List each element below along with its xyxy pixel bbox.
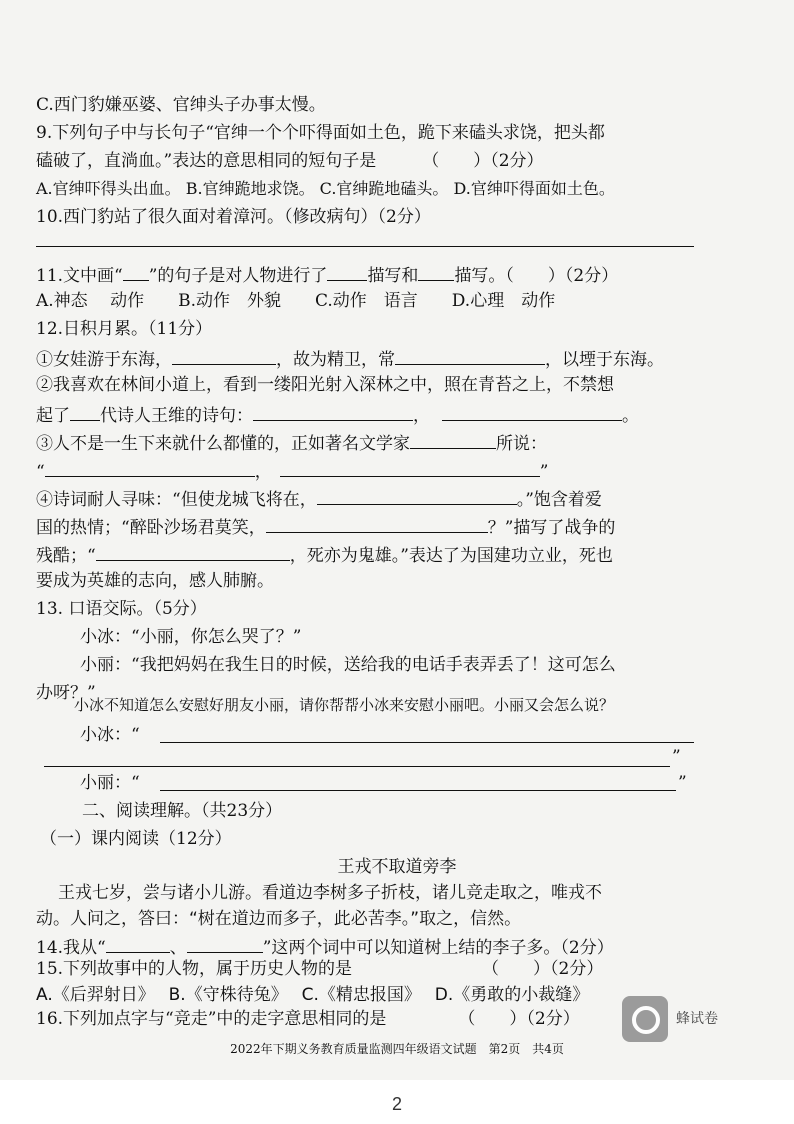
q12-2-comma: ， (413, 406, 430, 426)
question-16 (36, 1008, 580, 1030)
q12-3-blank-1[interactable] (45, 458, 255, 477)
question-12-item-1 (36, 346, 664, 371)
q12-4-blank-1[interactable] (317, 486, 517, 505)
q12-3-part-b: 所说： (496, 434, 547, 454)
question-11-part-3: 描写和 (367, 266, 419, 286)
xiaoli-answer-line[interactable] (160, 790, 676, 791)
question-12-item-2-line-2 (36, 402, 639, 427)
question-13: 13. 口语交际。（5分） (36, 599, 207, 619)
question-11-part-4: 描写。（ ）（2分） (454, 266, 619, 286)
passage-title: 王戎不取道旁李 (337, 857, 457, 877)
q12-1-blank-1[interactable] (172, 346, 276, 365)
xiaobing-close-quote: ” (672, 747, 681, 767)
question-12: 12.日积月累。（11分） (36, 319, 213, 339)
question-16-text: 16.下列加点字与“竞走”中的走字意思相同的是 (36, 1009, 387, 1029)
question-11-part-1: 11.文中画“ (36, 266, 123, 286)
q12-2-part-b: 代诗人王维的诗句： (100, 406, 253, 426)
q12-3-open-quote: “ (36, 462, 45, 482)
q12-3-blank-2[interactable] (280, 458, 540, 477)
watermark-logo-icon (622, 996, 668, 1042)
question-14-blank-2[interactable] (187, 934, 263, 953)
section-2-heading: 二、阅读理解。（共23分） (82, 801, 283, 821)
page-footer: 2022年下期义务教育质量监测四年级语文试题 第2页 共4页 (230, 1042, 564, 1056)
passage-line-2: 动。人问之，答曰：“树在道边而多子，此必苦李。”取之，信然。 (36, 909, 522, 929)
question-12-item-4-line-4: 要成为英雄的志向，感人肺腑。 (36, 571, 274, 591)
question-11 (36, 262, 618, 287)
q12-3-close-quote: ” (539, 462, 549, 482)
q12-4-part-b: 。”饱含着爱 (516, 490, 602, 510)
question-14-sep: 、 (169, 938, 187, 958)
question-14 (36, 934, 614, 959)
underline-sample (123, 262, 149, 281)
question-12-item-3-line-2 (36, 458, 548, 483)
subsection-1-heading: （一）课内阅读（12分） (40, 829, 232, 849)
question-15-options: A.《后羿射日》 B.《守株待兔》 C.《精忠报国》 D.《勇敢的小裁缝》 (36, 985, 590, 1005)
passage-line-1: 王戎七岁，尝与诸小儿游。看道边李树多子折枝，诸儿竞走取之，唯戎不 (58, 883, 602, 903)
question-15 (36, 958, 603, 980)
q12-1-part-b: ，故为精卫，常 (276, 350, 395, 370)
question-11-blank-2[interactable] (418, 262, 454, 281)
watermark-text: 蜂试卷 (676, 1011, 718, 1027)
q12-1-part-c: ，以堙于东海。 (545, 350, 664, 370)
question-16-answer-paren[interactable]: （ ）（2分） (458, 1009, 580, 1029)
xiaobing-answer-label: 小冰：“ (80, 725, 140, 745)
q12-3-blank-author[interactable] (410, 430, 496, 449)
question-10: 10.西门豹站了很久面对着漳河。（修改病句）（2分） (36, 207, 431, 227)
xiaoli-answer-label: 小丽：“ (80, 773, 140, 793)
question-12-item-4-line-1 (36, 486, 602, 511)
question-11-part-2: ”的句子是对人物进行了 (148, 266, 328, 286)
q12-3-part-a: ③人不是一生下来就什么都懂的，正如著名文学家 (36, 434, 410, 454)
question-9-answer-paren[interactable]: （ ）（2分） (422, 151, 544, 171)
q12-4-blank-3[interactable] (96, 542, 290, 561)
question-14-blank-1[interactable] (106, 934, 170, 953)
question-9-options: A.官绅吓得头出血。 B.官绅跪地求饶。 C.官绅跪地磕头。 D.官绅吓得面如土色。 (36, 179, 615, 198)
dialogue-line-3: 办呀？” (36, 683, 96, 703)
option-c-line: C.西门豹嫌巫婆、官绅头子办事太慢。 (36, 95, 326, 115)
q12-4-part-f: ，死亦为鬼雄。”表达了为国建功立业，死也 (289, 546, 613, 566)
dialogue-line-2: 小丽：“我把妈妈在我生日的时候，送给我的电话手表弄丢了！这可怎么 (80, 655, 616, 675)
xiaoli-close-quote: ” (678, 773, 687, 793)
question-11-blank-1[interactable] (327, 262, 367, 281)
q12-4-part-e: 残酷；“ (36, 546, 96, 566)
question-12-item-2-line-1: ②我喜欢在林间小道上，看到一缕阳光射入深林之中，照在青苔之上，不禁想 (36, 375, 614, 395)
q12-1-part-a: ①女娃游于东海， (36, 350, 172, 370)
q12-4-part-d: ？”描写了战争的 (487, 518, 616, 538)
question-11-options: A.神态 动作 B.动作 外貌 C.动作 语言 D.心理 动作 (36, 291, 556, 311)
q12-2-part-a: 起了 (36, 406, 70, 426)
question-15-answer-paren[interactable]: （ ）（2分） (482, 959, 604, 979)
q12-4-part-a: ④诗词耐人寻味：“但使龙城飞将在， (36, 490, 317, 510)
question-10-answer-line[interactable] (36, 246, 694, 247)
question-14-part-b: ”这两个词中可以知道树上结的李子多。（2分） (262, 938, 614, 958)
question-12-item-4-line-3 (36, 542, 613, 567)
question-12-item-4-line-2 (36, 514, 615, 539)
q12-4-part-c: 国的热情；“醉卧沙场君莫笑， (36, 518, 266, 538)
q12-2-blank-dynasty[interactable] (70, 402, 100, 421)
question-14-part-a: 14.我从“ (36, 938, 106, 958)
q12-2-period: 。 (622, 406, 639, 426)
page-number: 2 (391, 1094, 402, 1114)
q12-3-comma: ， (254, 462, 272, 482)
question-12-item-3-line-1 (36, 430, 547, 455)
q12-2-blank-2[interactable] (442, 402, 622, 421)
q12-2-blank-1[interactable] (253, 402, 413, 421)
xiaobing-answer-line-2[interactable] (44, 766, 670, 767)
dialogue-line-1: 小冰：“小丽，你怎么哭了？” (80, 627, 302, 647)
xiaobing-answer-line-1[interactable] (160, 742, 694, 743)
question-15-text: 15.下列故事中的人物，属于历史人物的是 (36, 959, 353, 979)
question-9-line-2 (36, 150, 544, 172)
q12-4-blank-2[interactable] (266, 514, 488, 533)
question-9-line-1: 9.下列句子中与长句子“官绅一个个吓得面如土色，跪下来磕头求饶，把头都 (36, 123, 605, 143)
question-9-text: 磕破了，直淌血。”表达的意思相同的短句子是 (36, 151, 377, 171)
q12-1-blank-2[interactable] (395, 346, 545, 365)
question-13-instruction: 小冰不知道怎么安慰好朋友小丽，请你帮帮小冰来安慰小丽吧。小丽又会怎么说？ (74, 696, 615, 714)
